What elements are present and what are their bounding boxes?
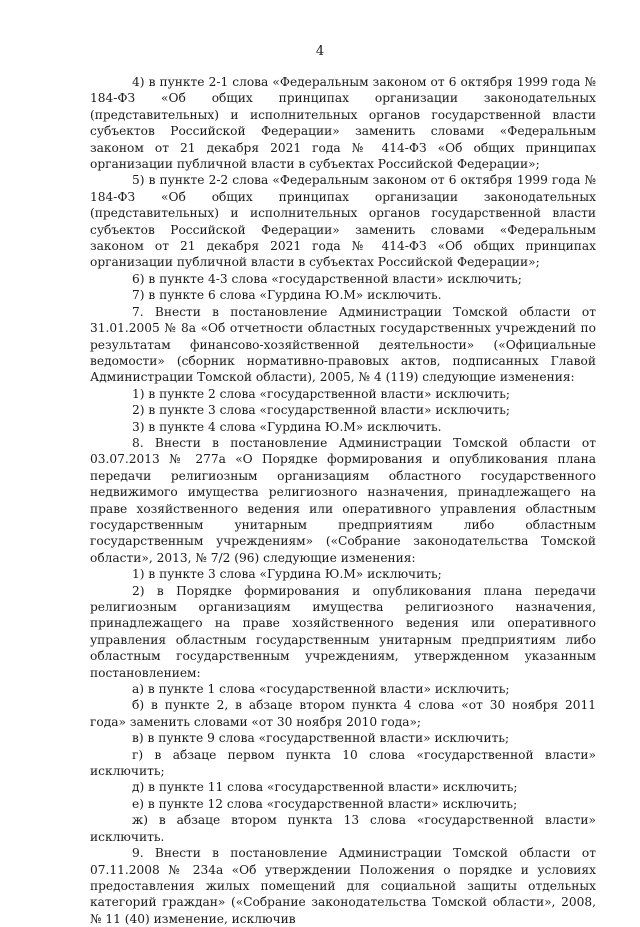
section-8-item-1: 1) в пункте 3 слова «Гурдина Ю.М» исключить; xyxy=(132,567,442,582)
section-8: 8. Внести в постановление Администрации Томской области от 03.07.2013 № 277а «О Порядке формирования и опубликования плана передачи религиозным организациям областного государственного недвижимого имущества религиозного назначения, принадлежащего на праве хозяйственного ведения или оперативного управления областным государственным унитарным предприятиям либо областным государственным учреждениям» («Собрание законодательства Томской области», 2013, № 7/2 (96) следующие изменения: xyxy=(90,435,596,565)
section-7: 7. Внести в постановление Администрации Томской области от 31.01.2005 № 8а «Об отчетности областных государственных учреждений по результатам финансово-хозяйственной деятельности» («Официальные ведомости» (сборник нормативно-правовых актов, подписанных Главой Администрации Томской области), 2005, № 4 (119) следующие изменения: xyxy=(90,304,596,385)
section-7-item-3: 3) в пункте 4 слова «Гурдина Ю.М» исключить. xyxy=(132,419,442,434)
section-8-subitem-v: в) в пункте 9 слова «государственной власти» исключить; xyxy=(132,731,510,746)
section-8-subitem-d: д) в пункте 11 слова «государственной власти» исключить; xyxy=(132,780,518,795)
page-number: 4 xyxy=(315,44,325,59)
section-8-subitem-a: а) в пункте 1 слова «государственной власти» исключить; xyxy=(132,682,510,697)
section-8-subitem-e: е) в пункте 12 слова «государственной власти» исключить; xyxy=(132,796,518,811)
document-body xyxy=(90,74,596,927)
paragraph-4-item-6: 6) в пункте 4-3 слова «государственной власти» исключить; xyxy=(132,271,522,286)
section-8-subitem-b: б) в пункте 2, в абзаце втором пункта 4 слова «от 30 ноября 2011 года» заменить словами «от 30 ноября 2010 года»; xyxy=(90,698,596,729)
section-7-item-1: 1) в пункте 2 слова «государственной власти» исключить; xyxy=(132,386,510,401)
paragraph-4-item-4: 4) в пункте 2-1 слова «Федеральным законом от 6 октября 1999 года № 184-ФЗ «Об общих принципах организации законодательных (представительных) и исполнительных органов государственной власти субъектов Российской Федерации» заменить словами «Федеральным законом от 21 декабря 2021 года № 414-ФЗ «Об общих принципах организации публичной власти в субъектах Российской Федерации»; xyxy=(90,75,596,172)
section-8-item-2: 2) в Порядке формирования и опубликования плана передачи религиозным организациям имущества религиозного назначения, принадлежащего на праве хозяйственного ведения или оперативного управления областным государственным унитарным предприятиям либо областным государственным учреждениям, утвержденном указанным постановлением: xyxy=(90,583,596,680)
section-9: 9. Внести в постановление Администрации Томской области от 07.11.2008 № 234а «Об утверждении Положения о порядке и условиях предоставления жилых помещений для социальной защиты отдельных категорий граждан» («Собрание законодательства Томской области», 2008, № 11 (40) изменение, исключив xyxy=(90,846,596,926)
paragraph-4-item-5: 5) в пункте 2-2 слова «Федеральным законом от 6 октября 1999 года № 184-ФЗ «Об общих принципах организации законодательных (представительных) и исполнительных органов государственной власти субъектов Российской Федерации» заменить словами «Федеральным законом от 21 декабря 2021 года № 414-ФЗ «Об общих принципах организации публичной власти в субъектах Российской Федерации»; xyxy=(90,173,596,270)
paragraph-4-item-7: 7) в пункте 6 слова «Гурдина Ю.М» исключить. xyxy=(132,288,442,303)
section-8-subitem-g: г) в абзаце первом пункта 10 слова «государственной власти» исключить; xyxy=(90,747,596,779)
section-7-item-2: 2) в пункте 3 слова «государственной власти» исключить; xyxy=(132,403,510,418)
section-8-subitem-zh: ж) в абзаце втором пункта 13 слова «государственной власти» исключить. xyxy=(90,813,596,844)
